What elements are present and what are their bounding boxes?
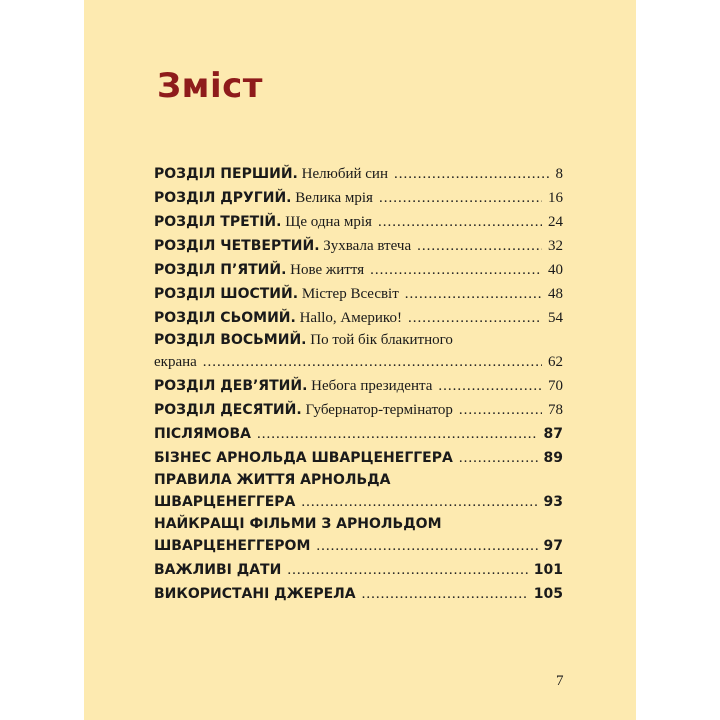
toc-entry-caps: РОЗДІЛ ДРУГИЙ. (154, 190, 292, 206)
toc-entry-page: 105 (533, 586, 563, 602)
dot-leader (287, 558, 527, 582)
toc-entry-page: 101 (533, 562, 563, 578)
toc-entry-subtitle: Нелюбий син (301, 166, 388, 182)
toc-entry[interactable] (154, 470, 563, 514)
toc-entry-page: 8 (555, 166, 563, 182)
toc-entry-caps: ПРАВИЛА ЖИТТЯ АРНОЛЬДА (154, 472, 391, 488)
dot-leader (379, 186, 542, 210)
toc-entry-page: 40 (548, 262, 563, 278)
toc-entry-page: 48 (548, 286, 563, 302)
toc-entry[interactable] (154, 186, 563, 210)
toc-entry[interactable] (154, 258, 563, 282)
dot-leader (316, 534, 537, 558)
toc-entry[interactable] (154, 398, 563, 422)
dot-leader (459, 446, 538, 470)
dot-leader (370, 258, 542, 282)
toc-entry-caps: РОЗДІЛ П’ЯТИЙ. (154, 262, 287, 278)
toc-entry-caps: РОЗДІЛ СЬОМИЙ. (154, 310, 296, 326)
toc-entry-page: 78 (548, 402, 563, 418)
toc-entry[interactable] (154, 330, 563, 374)
toc-entry-subtitle: Містер Всесвіт (301, 286, 399, 302)
toc-entry-caps: РОЗДІЛ ЧЕТВЕРТИЙ. (154, 238, 320, 254)
toc-entry-page: 87 (543, 426, 563, 442)
dot-leader (408, 306, 542, 330)
toc-entry-subtitle: Губернатор-термінатор (305, 402, 453, 418)
toc-entry-subtitle-cont: екрана (154, 354, 197, 370)
toc-entry-caps: БІЗНЕС АРНОЛЬДА ШВАРЦЕНЕГГЕРА (154, 450, 453, 466)
toc-entry-caps-cont: ШВАРЦЕНЕГГЕРА (154, 494, 296, 510)
toc-entry-page: 97 (543, 538, 563, 554)
toc-entry-caps: РОЗДІЛ ДЕСЯТИЙ. (154, 402, 302, 418)
dot-leader (362, 582, 528, 606)
toc-entry-caps: РОЗДІЛ ДЕВ’ЯТИЙ. (154, 378, 308, 394)
toc-entry[interactable] (154, 210, 563, 234)
toc-entry[interactable] (154, 422, 563, 446)
toc-entry[interactable] (154, 162, 563, 186)
toc-entry[interactable] (154, 234, 563, 258)
toc-entry-page: 54 (548, 310, 563, 326)
toc-entry-caps: ПІСЛЯМОВА (154, 426, 251, 442)
toc-entry[interactable] (154, 582, 563, 606)
toc-entry[interactable] (154, 514, 563, 558)
dot-leader (405, 282, 542, 306)
toc-entry-caps: ВАЖЛИВІ ДАТИ (154, 562, 282, 578)
toc-entry-caps: ВИКОРИСТАНІ ДЖЕРЕЛА (154, 586, 356, 602)
toc-entry-caps: РОЗДІЛ ПЕРШИЙ. (154, 166, 298, 182)
toc-entry-subtitle: По той бік блакитного (310, 332, 453, 348)
toc-entry-page: 24 (548, 214, 563, 230)
book-page (84, 0, 636, 720)
toc-entry-subtitle: Нове життя (290, 262, 365, 278)
toc-entry[interactable] (154, 446, 563, 470)
dot-leader (378, 210, 542, 234)
toc-entry[interactable] (154, 282, 563, 306)
toc-entry-caps: НАЙКРАЩІ ФІЛЬМИ З АРНОЛЬДОМ (154, 516, 442, 532)
toc-entry-caps-cont: ШВАРЦЕНЕГГЕРОМ (154, 538, 311, 554)
toc-entry-caps: РОЗДІЛ ТРЕТІЙ. (154, 214, 282, 230)
toc-entry-page: 62 (548, 354, 563, 370)
dot-leader (301, 490, 537, 514)
dot-leader (203, 350, 542, 374)
dot-leader (417, 234, 542, 258)
dot-leader (394, 162, 550, 186)
toc-entry-page: 89 (543, 450, 563, 466)
toc-entry-subtitle: Hallo, Америко! (299, 310, 402, 326)
toc-entry-subtitle: Зухвала втеча (323, 238, 412, 254)
toc-entry-subtitle: Небога президента (311, 378, 433, 394)
table-of-contents (154, 162, 563, 606)
toc-entry-page: 93 (543, 494, 563, 510)
toc-entry-caps: РОЗДІЛ ВОСЬМИЙ. (154, 332, 307, 348)
page-number: 7 (556, 673, 564, 689)
toc-entry-subtitle: Велика мрія (295, 190, 373, 206)
dot-leader (257, 422, 538, 446)
toc-entry-page: 16 (548, 190, 563, 206)
toc-entry[interactable] (154, 306, 563, 330)
toc-entry-page: 70 (548, 378, 563, 394)
toc-entry-subtitle: Ще одна мрія (285, 214, 372, 230)
toc-entry[interactable] (154, 558, 563, 582)
dot-leader (459, 398, 542, 422)
page-title: Зміст (157, 66, 263, 106)
toc-entry-caps: РОЗДІЛ ШОСТИЙ. (154, 286, 299, 302)
toc-entry-page: 32 (548, 238, 563, 254)
dot-leader (438, 374, 542, 398)
toc-entry[interactable] (154, 374, 563, 398)
